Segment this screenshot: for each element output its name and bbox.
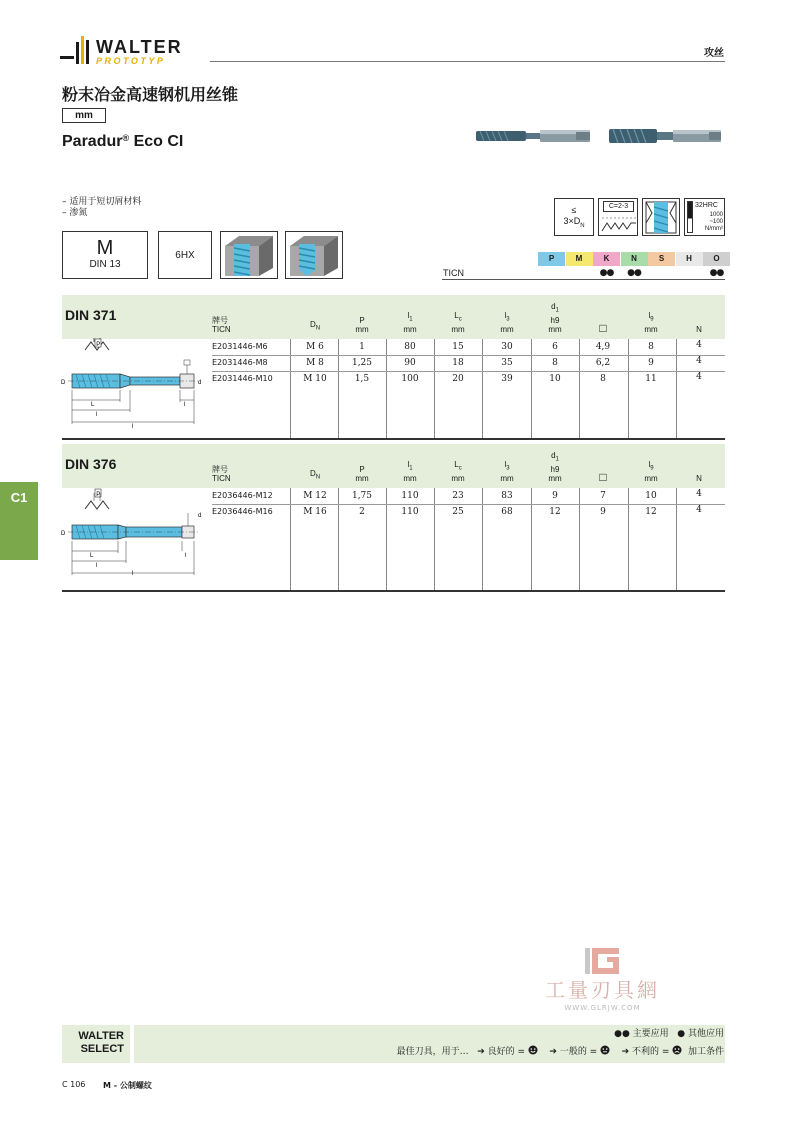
table-cell-sq: 4,9: [595, 342, 611, 352]
table-cell-brand: E2031446-M6: [212, 342, 268, 351]
hardness-bar-icon: [687, 201, 693, 233]
page-title: 粉末冶金高速钢机用丝锥: [62, 85, 239, 104]
table-cell-p: 1,75: [351, 491, 373, 501]
material-rating: [566, 267, 593, 279]
svg-text:P: P: [96, 342, 101, 348]
table-cell-l9: 10: [645, 491, 657, 501]
table-title: DIN 371: [65, 307, 117, 323]
thread-profile-box: [62, 231, 148, 279]
through-hole-icon: [220, 231, 278, 279]
table-cell-l3: 83: [501, 491, 513, 501]
table-cell-lc: 25: [452, 507, 464, 517]
strength-values: 1000 ~100 N/mm²: [705, 212, 723, 232]
svg-text:D: D: [61, 531, 66, 537]
column-header-brand: 牌号 TICN: [212, 465, 231, 483]
table-cell-l9: 8: [648, 342, 654, 352]
column-header-dn: $D_N$: [309, 320, 321, 332]
bad-face-icon: [672, 1045, 682, 1055]
coating-label: TICN: [443, 268, 464, 278]
svg-text:L: L: [91, 402, 95, 408]
svg-text:L: L: [90, 553, 94, 559]
column-header-dn: $D_N$: [309, 469, 321, 481]
column-header-l3: $l_3$ mm: [500, 311, 514, 334]
table-cell-p: 1: [359, 342, 365, 352]
table-cell-lc: 23: [452, 491, 464, 501]
table-cell-p: 1,25: [351, 358, 373, 368]
good-face-icon: [528, 1045, 538, 1055]
product-brand: Paradur: [62, 133, 123, 150]
page-section: M - 公制螺纹: [103, 1081, 152, 1090]
table-cell-n: 4: [696, 372, 702, 382]
material-group-o: O: [703, 252, 730, 266]
column-header-l1: $l_1$ mm: [403, 460, 417, 483]
material-group-p: P: [538, 252, 565, 266]
table-cell-n: 4: [696, 505, 702, 515]
table-cell-d1: 8: [552, 358, 558, 368]
blind-hole-icon: [285, 231, 343, 279]
column-header-sq: □: [599, 321, 607, 335]
column-header-n: N: [696, 474, 702, 483]
watermark-text: 工量刃具網: [545, 978, 660, 1002]
table-cell-sq: 7: [600, 491, 606, 501]
tap-geometry-icon: [642, 198, 680, 236]
table-cell-d1: 10: [549, 374, 561, 384]
svg-text:P: P: [96, 492, 101, 498]
table-cell-l9: 12: [645, 507, 657, 517]
svg-text:l: l: [132, 424, 134, 428]
table-cell-l1: 100: [401, 374, 419, 384]
hardness-value: 32HRC: [695, 202, 718, 209]
table-cell-sq: 8: [600, 374, 606, 384]
legend-primary: ●● 主要应用: [614, 1029, 669, 1039]
chamfer-label: C=2-3: [603, 201, 634, 212]
tap-image-din376: [609, 127, 725, 145]
table-cell-l1: 110: [401, 507, 419, 517]
table-title: DIN 376: [65, 456, 117, 472]
svg-text:l: l: [132, 571, 134, 577]
depth-le: ≤: [571, 205, 577, 215]
material-rating: ●●: [709, 268, 724, 278]
material-group-h: H: [676, 252, 703, 266]
svg-text:l: l: [96, 412, 98, 418]
svg-text:l: l: [184, 402, 186, 408]
column-header-n: N: [696, 325, 702, 334]
svg-text:D: D: [61, 380, 66, 386]
unit-badge: mm: [62, 108, 106, 123]
column-header-d1: $d_1$ h9 mm: [548, 302, 562, 334]
material-rating: ●●: [627, 268, 641, 278]
thread-profile: M: [96, 237, 114, 259]
svg-text:d: d: [198, 380, 202, 386]
table-cell-l1: 110: [401, 491, 419, 501]
walter-logo: [60, 36, 200, 68]
column-header-l1: $l_1$ mm: [403, 311, 417, 334]
table-cell-d1: 12: [549, 507, 561, 517]
table-cell-dn: M 10: [303, 374, 327, 384]
column-header-d1: $d_1$ h9 mm: [548, 451, 562, 483]
feature-notes: [62, 197, 141, 219]
column-header-l9: $l_9$ mm: [644, 311, 658, 334]
column-header-lc: $L_c$ mm: [451, 460, 465, 483]
watermark-logo-icon: [583, 946, 623, 976]
average-face-icon: [600, 1045, 610, 1055]
table-cell-lc: 18: [452, 358, 464, 368]
table-cell-dn: M 16: [303, 507, 327, 517]
table-cell-l1: 90: [404, 358, 416, 368]
table-cell-p: 1,5: [354, 374, 370, 384]
table-cell-l1: 80: [404, 342, 416, 352]
material-group-m: M: [566, 252, 593, 266]
drawing-din371: [60, 338, 210, 428]
table-cell-lc: 15: [452, 342, 464, 352]
table-cell-n: 4: [696, 340, 702, 350]
table-bottom-rule: [62, 438, 725, 440]
table-cell-brand: E2036446-M12: [212, 491, 273, 500]
legend-other: ● 其他应用: [677, 1029, 724, 1039]
table-cell-l3: 30: [501, 342, 513, 352]
table-cell-l3: 35: [501, 358, 513, 368]
product-suffix: Eco CI: [133, 133, 184, 150]
table-cell-dn: M 6: [306, 342, 324, 352]
note-item: – 适用于短切屑材料: [62, 197, 142, 207]
table-cell-l9: 9: [648, 358, 654, 368]
material-group-n: N: [621, 252, 648, 266]
thread-standard: DIN 13: [89, 259, 121, 270]
table-cell-d1: 9: [552, 491, 558, 501]
legend-usage: [614, 1029, 724, 1040]
header-rule: [210, 61, 725, 62]
material-group-k: K: [593, 252, 620, 266]
depth-value: $3\times D_N$: [563, 216, 585, 229]
table-cell-n: 4: [696, 356, 702, 366]
table-bottom-rule: [62, 590, 725, 592]
column-header-lc: $L_c$ mm: [451, 311, 465, 334]
material-row-rule: [442, 279, 725, 280]
table-cell-p: 2: [359, 507, 365, 517]
table-cell-brand: E2036446-M16: [212, 507, 273, 516]
thread-depth-icon: [554, 198, 594, 236]
material-group-s: S: [648, 252, 675, 266]
walter-select-label: WALTER SELECT: [62, 1025, 134, 1063]
column-header-l9: $l_9$ mm: [644, 460, 658, 483]
svg-text:l: l: [96, 563, 98, 569]
note-item: – 渗氮: [62, 208, 88, 218]
material-rating: ●●: [599, 268, 614, 278]
column-header-sq: □: [599, 470, 607, 484]
chapter-tab[interactable]: C1: [0, 482, 38, 560]
tolerance-box: 6HX: [158, 231, 212, 279]
table-cell-l3: 39: [501, 374, 513, 384]
watermark: [535, 942, 670, 1014]
column-header-p: P mm: [355, 465, 369, 483]
table-cell-sq: 9: [600, 507, 606, 517]
legend-conditions: 最佳刀具，用于… ➔ 良好的 = ➔ 一般的 = ➔ 不利的 = 加工条件: [396, 1047, 724, 1057]
table-cell-dn: M 12: [303, 491, 327, 501]
section-label: 攻丝: [704, 48, 724, 59]
svg-text:d: d: [198, 513, 202, 519]
table-cell-n: 4: [696, 489, 702, 499]
svg-text:l: l: [185, 553, 187, 559]
tap-image-din371: [476, 128, 594, 144]
logo-bars-icon: [60, 36, 94, 66]
chamfer-icon: [598, 198, 638, 236]
table-cell-l3: 68: [501, 507, 513, 517]
table-cell-sq: 6,2: [595, 358, 611, 368]
table-cell-brand: E2031446-M8: [212, 358, 268, 367]
column-header-p: P mm: [355, 316, 369, 334]
hardness-icon: [684, 198, 725, 236]
registered-mark: ®: [122, 133, 130, 143]
watermark-url: WWW.GLRJW.COM: [564, 1004, 641, 1012]
table-cell-lc: 20: [452, 374, 464, 384]
material-rating: [538, 267, 565, 279]
logo-sub: PROTOTYP: [96, 56, 166, 66]
table-cell-dn: M 8: [306, 358, 324, 368]
material-rating: [648, 267, 675, 279]
table-cell-d1: 6: [552, 342, 558, 352]
logo-brand: WALTER: [96, 37, 183, 57]
column-header-l3: $l_3$ mm: [500, 460, 514, 483]
product-name: [62, 132, 183, 152]
material-rating: [676, 267, 703, 279]
drawing-din376: [60, 487, 210, 577]
table-cell-l9: 11: [645, 374, 657, 384]
table-cell-brand: E2031446-M10: [212, 374, 273, 383]
column-header-brand: 牌号 TICN: [212, 316, 231, 334]
page-number: C 106: [62, 1080, 86, 1089]
